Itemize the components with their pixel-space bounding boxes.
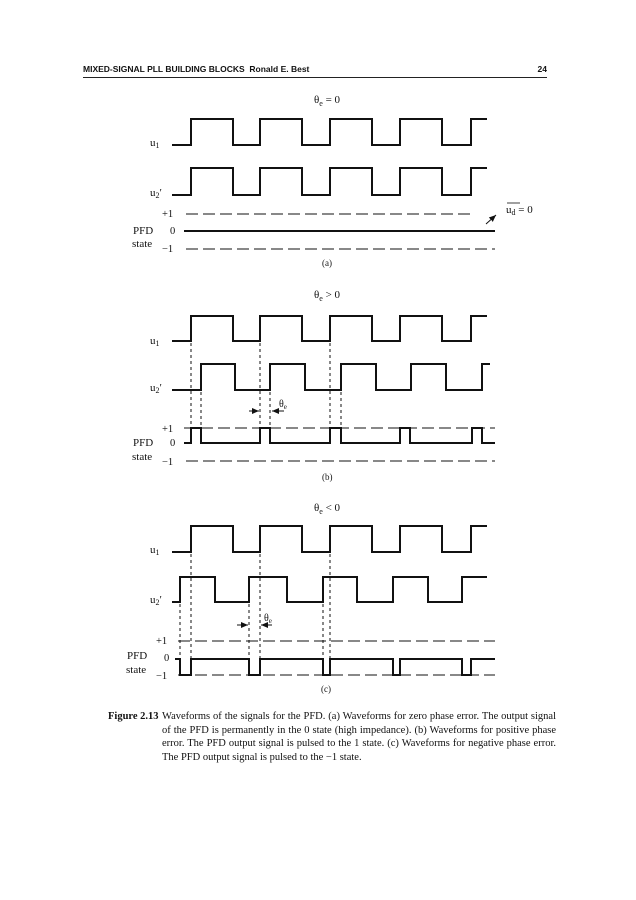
panel-b-pfd-label: PFD	[133, 437, 154, 449]
panel-b-pfd-output	[184, 428, 495, 443]
panel-a-pfd-label: PFD	[133, 225, 154, 237]
panel-b	[132, 289, 495, 482]
panel-c-sublabel: (c)	[321, 684, 331, 694]
panel-b-title: $\theta_e > 0$	[314, 289, 341, 303]
figure-caption-text: Waveforms of the signals for the PFD. (a) Waveforms for zero phase error. The output signal of the PFD is permanently in the 0 state (high impedance). (b) Waveforms for positive phase error. The PFD output signal is pulsed to the 1 state. (c) Waveforms for negative phase error. The PFD output signal is pulsed to the −1 state.	[162, 711, 556, 763]
panel-a-state-label: state	[132, 238, 153, 250]
panel-a	[132, 94, 533, 268]
panel-c-u1-label: u1	[150, 544, 160, 557]
author: Ronald E. Best	[249, 64, 310, 74]
panel-c-u2-label: u2′	[150, 594, 162, 607]
panel-b-u2-label: u2′	[150, 382, 162, 395]
panel-b-level-plus: +1	[162, 424, 174, 435]
panel-a-u2-waveform	[172, 168, 487, 195]
panel-a-u1-label: u1	[150, 137, 160, 150]
panel-a-level-minus: −1	[162, 244, 174, 255]
panel-a-u2-label: u2′	[150, 187, 162, 200]
panel-a-level-zero: 0	[170, 226, 176, 237]
panel-a-annotation-arrow	[486, 215, 496, 224]
panel-b-level-minus: −1	[162, 457, 174, 468]
panel-b-phase-label: $\theta_e$	[279, 399, 287, 411]
panel-b-level-zero: 0	[170, 438, 176, 449]
panel-c-title: $\theta_e < 0$	[314, 502, 341, 516]
panel-c-level-minus: −1	[156, 671, 168, 682]
panel-c	[126, 502, 495, 694]
panel-a-level-plus: +1	[162, 209, 174, 220]
panel-c-state-label: state	[126, 664, 147, 676]
panel-a-u1-waveform	[172, 119, 487, 145]
panel-a-title: $\theta_e = 0$	[314, 94, 341, 108]
panel-b-sublabel: (b)	[322, 472, 333, 482]
panel-b-u2-waveform	[172, 364, 490, 390]
panel-c-level-zero: 0	[164, 653, 170, 664]
panel-c-pfd-label: PFD	[127, 650, 148, 662]
panel-b-u1-waveform	[172, 316, 487, 341]
panel-a-sublabel: (a)	[322, 258, 332, 268]
panel-b-u1-label: u1	[150, 335, 160, 348]
running-title: MIXED-SIGNAL PLL BUILDING BLOCKS Ronald E. Best	[83, 64, 310, 74]
figure-caption-label: Figure 2.13	[108, 711, 159, 722]
panel-b-alignment-guides	[191, 343, 341, 428]
figure-caption	[108, 710, 556, 764]
panel-c-pfd-output	[175, 659, 495, 675]
panel-c-phase-label: $\theta_e$	[264, 613, 272, 625]
page-number: 24	[537, 64, 547, 74]
panel-c-level-plus: +1	[156, 636, 168, 647]
panel-b-state-label: state	[132, 451, 153, 463]
panel-c-alignment-guides	[180, 554, 330, 660]
panel-a-annotation: ud = 0	[506, 204, 533, 217]
panel-c-u1-waveform	[172, 526, 487, 552]
